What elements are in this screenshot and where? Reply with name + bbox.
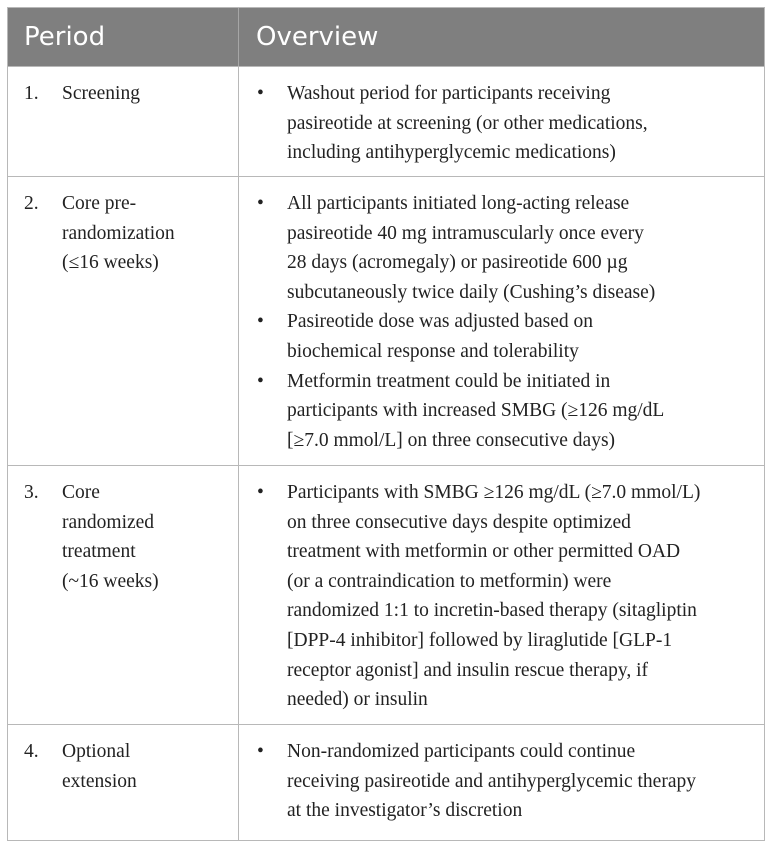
bullet-line: needed) or insulin: [287, 689, 428, 711]
period-number: 1.: [24, 83, 39, 104]
overview-bullet: [255, 478, 750, 715]
period-cell: [8, 67, 239, 176]
table-row: [8, 465, 764, 724]
bullet-line: randomized 1:1 to incretin-based therapy (sitagliptin: [287, 600, 697, 622]
table-row: [8, 724, 764, 840]
period-name: [62, 189, 230, 453]
bullet-text: [287, 79, 750, 168]
table-header: [8, 8, 764, 66]
bullet-line: participants with increased SMBG (≥126 mg/dL: [287, 400, 665, 422]
overview-cell: [239, 177, 764, 465]
bullet-line: including antihyperglycemic medications): [287, 142, 616, 164]
period-name-line: (~16 weeks): [62, 570, 159, 592]
table-row: [8, 176, 764, 465]
bullet-line: pasireotide 40 mg intramuscularly once every: [287, 222, 644, 244]
period-name: [62, 79, 230, 164]
bullet-line: [≥7.0 mmol/L] on three consecutive days): [287, 429, 616, 451]
bullet-line: 28 days (acromegaly) or pasireotide 600 µg: [287, 252, 628, 274]
bullet-line: Washout period for participants receiving: [287, 83, 611, 104]
bullet-icon: •: [257, 741, 264, 762]
period-name-line: Optional: [62, 741, 131, 762]
period-name-line: Screening: [62, 83, 140, 104]
bullet-icon: •: [257, 370, 264, 392]
bullet-text: [287, 367, 750, 456]
period-cell: [8, 466, 239, 724]
overview-bullet: [255, 737, 750, 826]
period-name-line: treatment: [62, 541, 136, 563]
bullet-icon: •: [257, 193, 264, 214]
bullet-text: [287, 307, 750, 366]
overview-bullet: [255, 79, 750, 168]
overview-cell: [239, 725, 764, 840]
period-number: 4.: [24, 741, 39, 762]
bullet-icon: •: [257, 311, 264, 333]
period-name-line: Core: [62, 482, 100, 503]
bullet-line: subcutaneously twice daily (Cushing’s disease): [287, 281, 656, 303]
period-cell: [8, 177, 239, 465]
periods-table: [7, 7, 765, 841]
header-period: Period: [8, 8, 239, 66]
period-name: [62, 478, 230, 712]
bullet-text: [287, 189, 750, 307]
bullet-line: Non-randomized participants could continue: [287, 741, 636, 762]
bullet-line: on three consecutive days despite optimized: [287, 511, 631, 533]
bullet-text: [287, 737, 750, 826]
bullet-line: treatment with metformin or other permitted OAD: [287, 541, 681, 563]
period-name-line: randomized: [62, 511, 155, 533]
table-row: [8, 66, 764, 176]
period-cell: [8, 725, 239, 840]
period-name-line: randomization: [62, 222, 175, 244]
period-name-line: (≤16 weeks): [62, 252, 159, 274]
bullet-line: Participants with SMBG ≥126 mg/dL (≥7.0 mmol/L): [287, 482, 701, 503]
period-name-line: extension: [62, 770, 137, 792]
overview-cell: [239, 67, 764, 176]
overview-bullet: [255, 307, 750, 366]
bullet-line: biochemical response and tolerability: [287, 340, 579, 362]
overview-bullet: [255, 367, 750, 456]
bullet-line: Pasireotide dose was adjusted based on: [287, 311, 593, 333]
period-name-line: Core pre-: [62, 193, 137, 214]
bullet-icon: •: [257, 83, 264, 104]
period-number: 3.: [24, 482, 39, 503]
period-number: 2.: [24, 193, 39, 214]
bullet-line: All participants initiated long-acting release: [287, 193, 630, 214]
bullet-line: Metformin treatment could be initiated in: [287, 370, 611, 392]
bullet-line: pasireotide at screening (or other medications,: [287, 112, 648, 134]
overview-cell: [239, 466, 764, 724]
bullet-line: at the investigator’s discretion: [287, 800, 523, 822]
overview-bullet: [255, 189, 750, 307]
bullet-line: receptor agonist] and insulin rescue therapy, if: [287, 659, 648, 681]
bullet-text: [287, 478, 750, 715]
bullet-icon: •: [257, 482, 264, 503]
header-overview: Overview: [256, 22, 379, 52]
bullet-line: receiving pasireotide and antihyperglycemic therapy: [287, 770, 696, 792]
bullet-line: (or a contraindication to metformin) were: [287, 570, 612, 592]
period-name: [62, 737, 230, 828]
bullet-line: [DPP-4 inhibitor] followed by liraglutide [GLP-1: [287, 629, 673, 651]
